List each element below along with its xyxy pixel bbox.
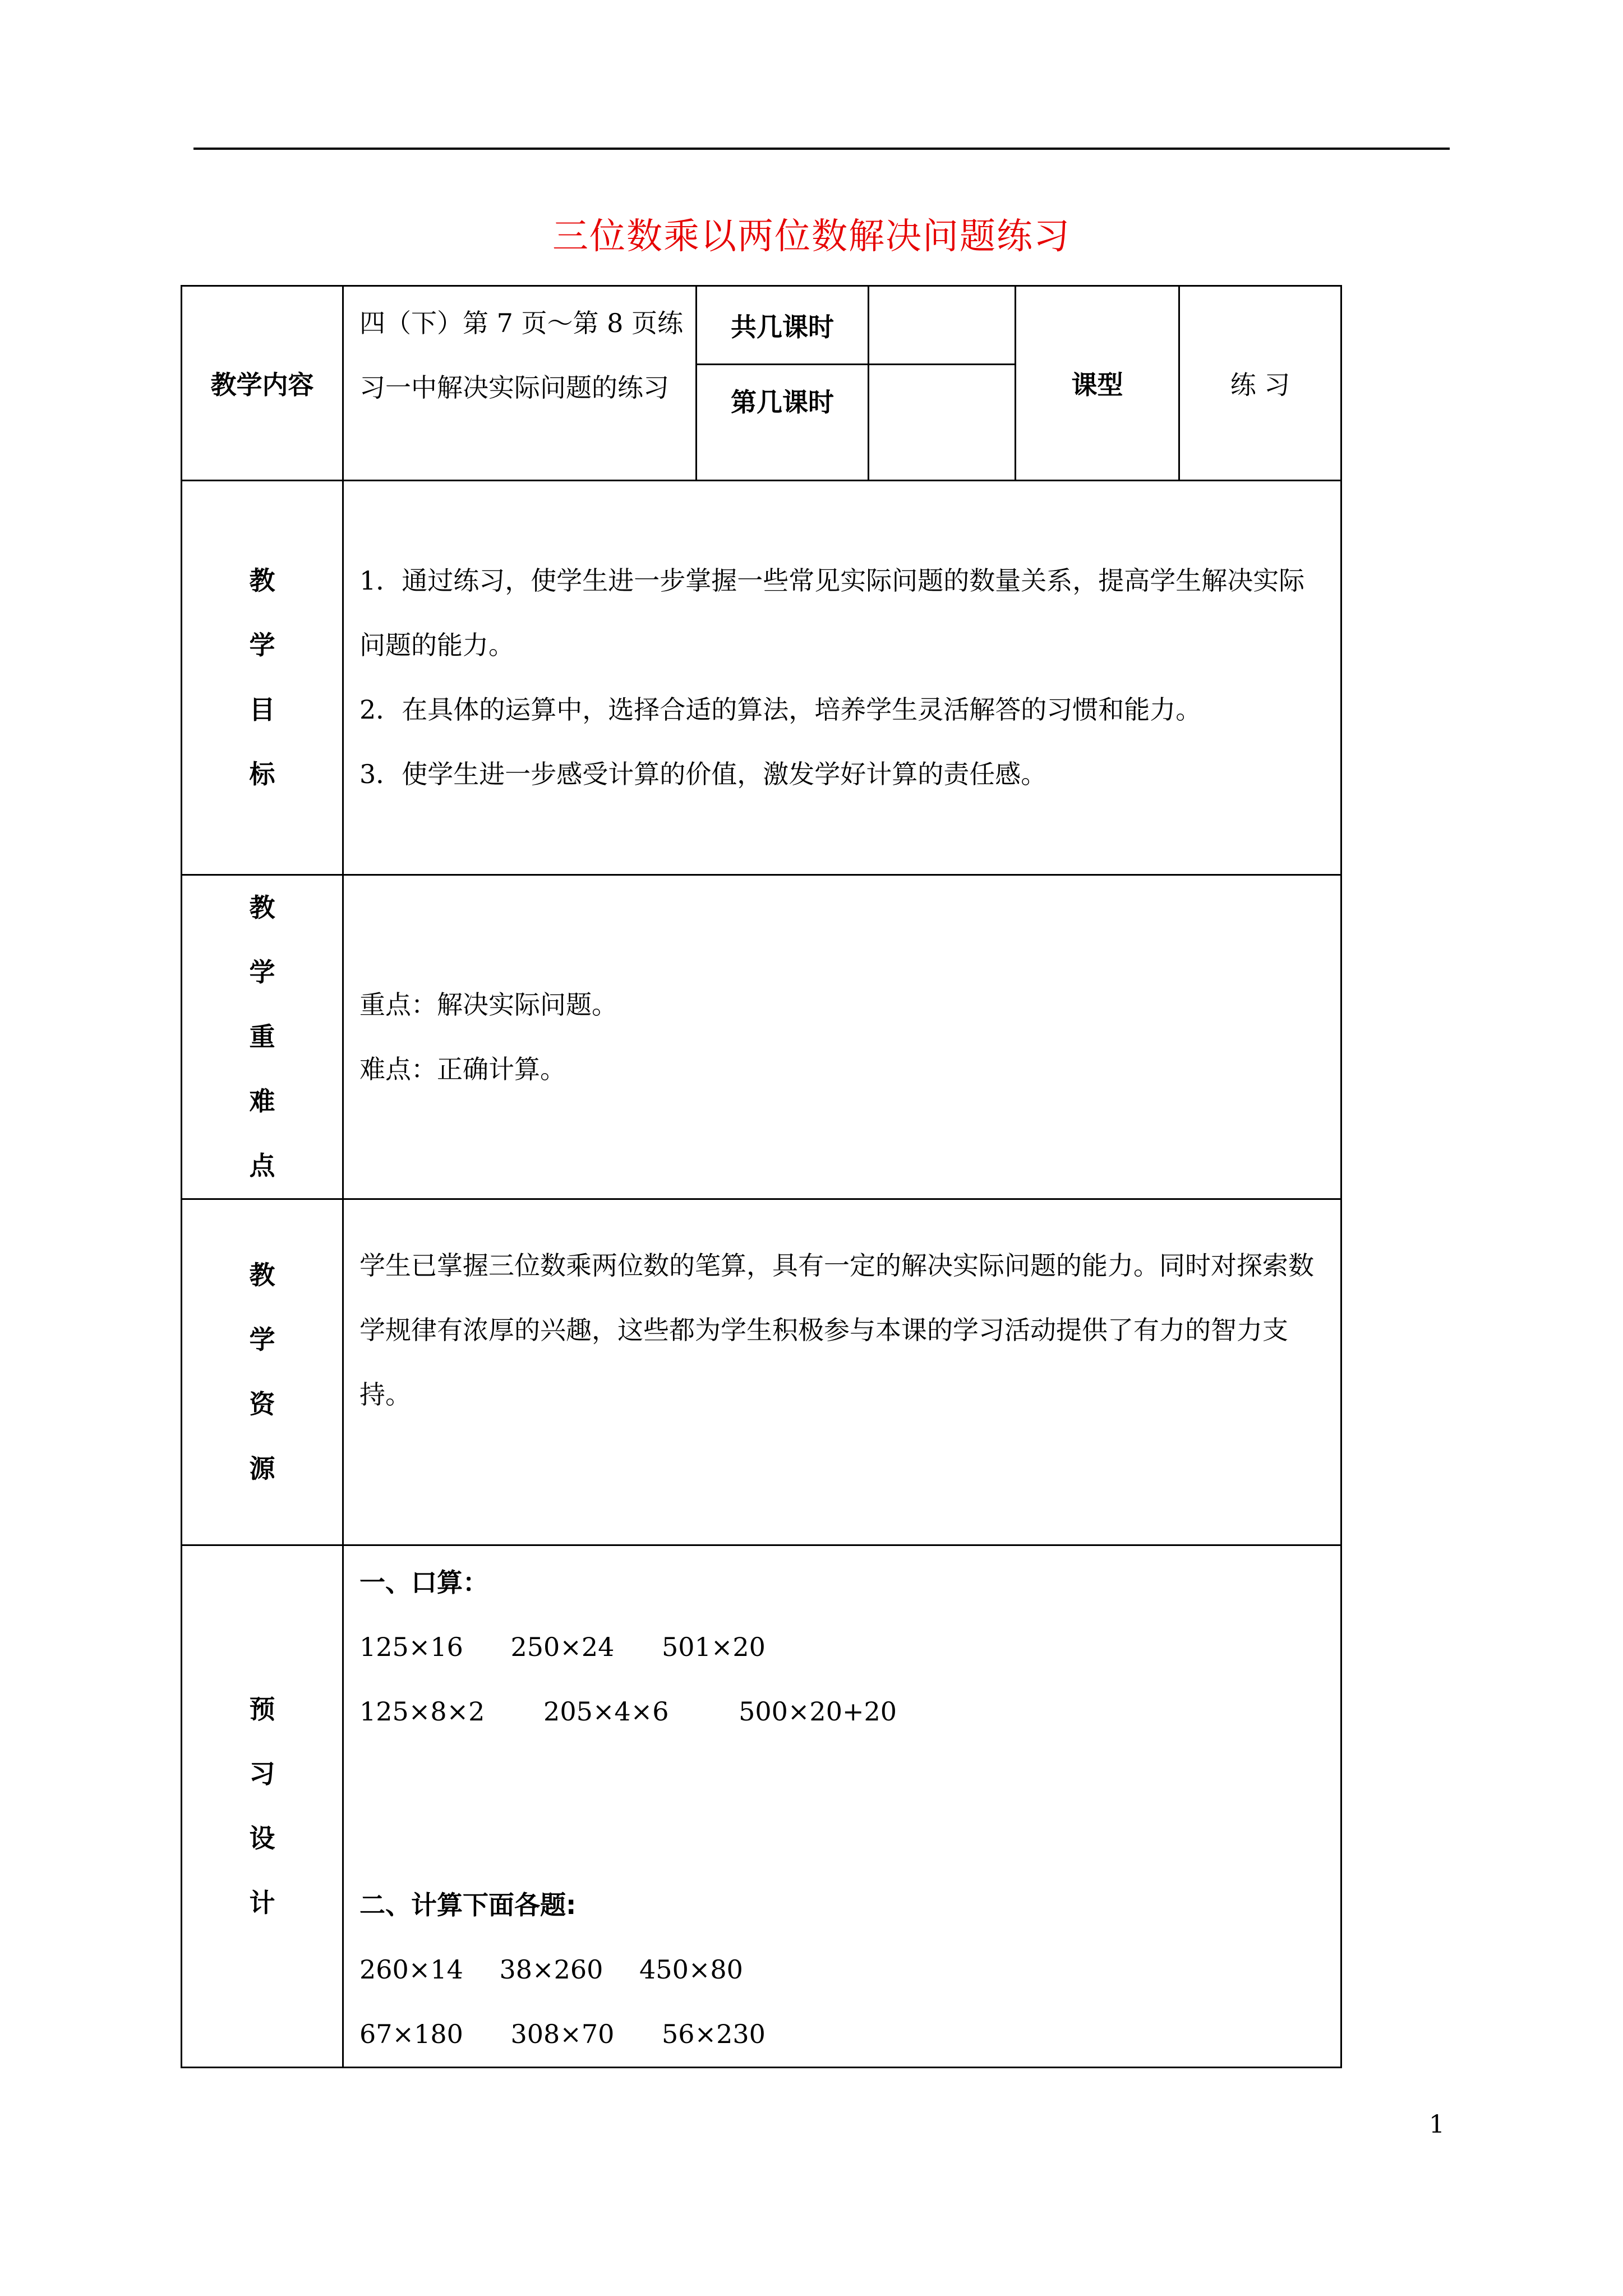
- lesson-plan-table: [181, 285, 1342, 2068]
- section-title: 二、计算下面各题:: [359, 1890, 577, 1920]
- difficulty-point: 难点：正确计算。: [359, 1053, 566, 1084]
- goals-label: 教 学 目 标: [182, 481, 343, 875]
- teaching-content-value: 四（下）第 7 页～第 8 页练习一中解决实际问题的练习: [343, 286, 697, 481]
- key-difficult-content: [343, 875, 1341, 1199]
- exercise-line: 125×8×2 205×4×6 500×20+20: [359, 1696, 897, 1727]
- total-hours-label: 共几课时: [697, 286, 869, 365]
- resources-content: [343, 1199, 1341, 1545]
- exercise-line: 67×180 308×70 56×230: [359, 2019, 766, 2049]
- which-hour-value: [869, 365, 1016, 481]
- page-number: 1: [1429, 2110, 1445, 2139]
- exercise-line: 125×16 250×24 501×20: [359, 1632, 766, 1662]
- lesson-type-value: 练 习: [1179, 286, 1341, 481]
- lesson-type-label: 课型: [1016, 286, 1179, 481]
- goal-item: 3．使学生进一步感受计算的价值，激发学好计算的责任感。: [359, 759, 1047, 789]
- goal-item: 1．通过练习，使学生进一步掌握一些常见实际问题的数量关系，提高学生解决实际问题的能力。: [359, 565, 1305, 660]
- preview-content: [343, 1545, 1341, 2068]
- which-hour-label: 第几课时: [697, 365, 869, 481]
- exercise-line: 260×14 38×260 450×80: [359, 1954, 743, 1985]
- teaching-content-label: 教学内容: [182, 286, 343, 481]
- section-title: 一、口算：: [359, 1567, 488, 1598]
- goal-item: 2．在具体的运算中，选择合适的算法，培养学生灵活解答的习惯和能力。: [359, 694, 1202, 725]
- resources-label: 教 学 资 源: [182, 1199, 343, 1545]
- key-point: 重点：解决实际问题。: [359, 989, 617, 1020]
- total-hours-value: [869, 286, 1016, 365]
- header-rule: [193, 148, 1450, 150]
- page-title: 三位数乘以两位数解决问题练习: [552, 216, 1071, 257]
- resources-text: 学生已掌握三位数乘两位数的笔算，具有一定的解决实际问题的能力。同时对探索数学规律有浓厚的兴趣，这些都为学生积极参与本课的学习活动提供了有力的智力支持。: [359, 1250, 1314, 1410]
- key-difficult-label: 教 学 重 难 点: [182, 875, 343, 1199]
- preview-label: 预 习 设 计: [182, 1545, 343, 2068]
- goals-content: [343, 481, 1341, 875]
